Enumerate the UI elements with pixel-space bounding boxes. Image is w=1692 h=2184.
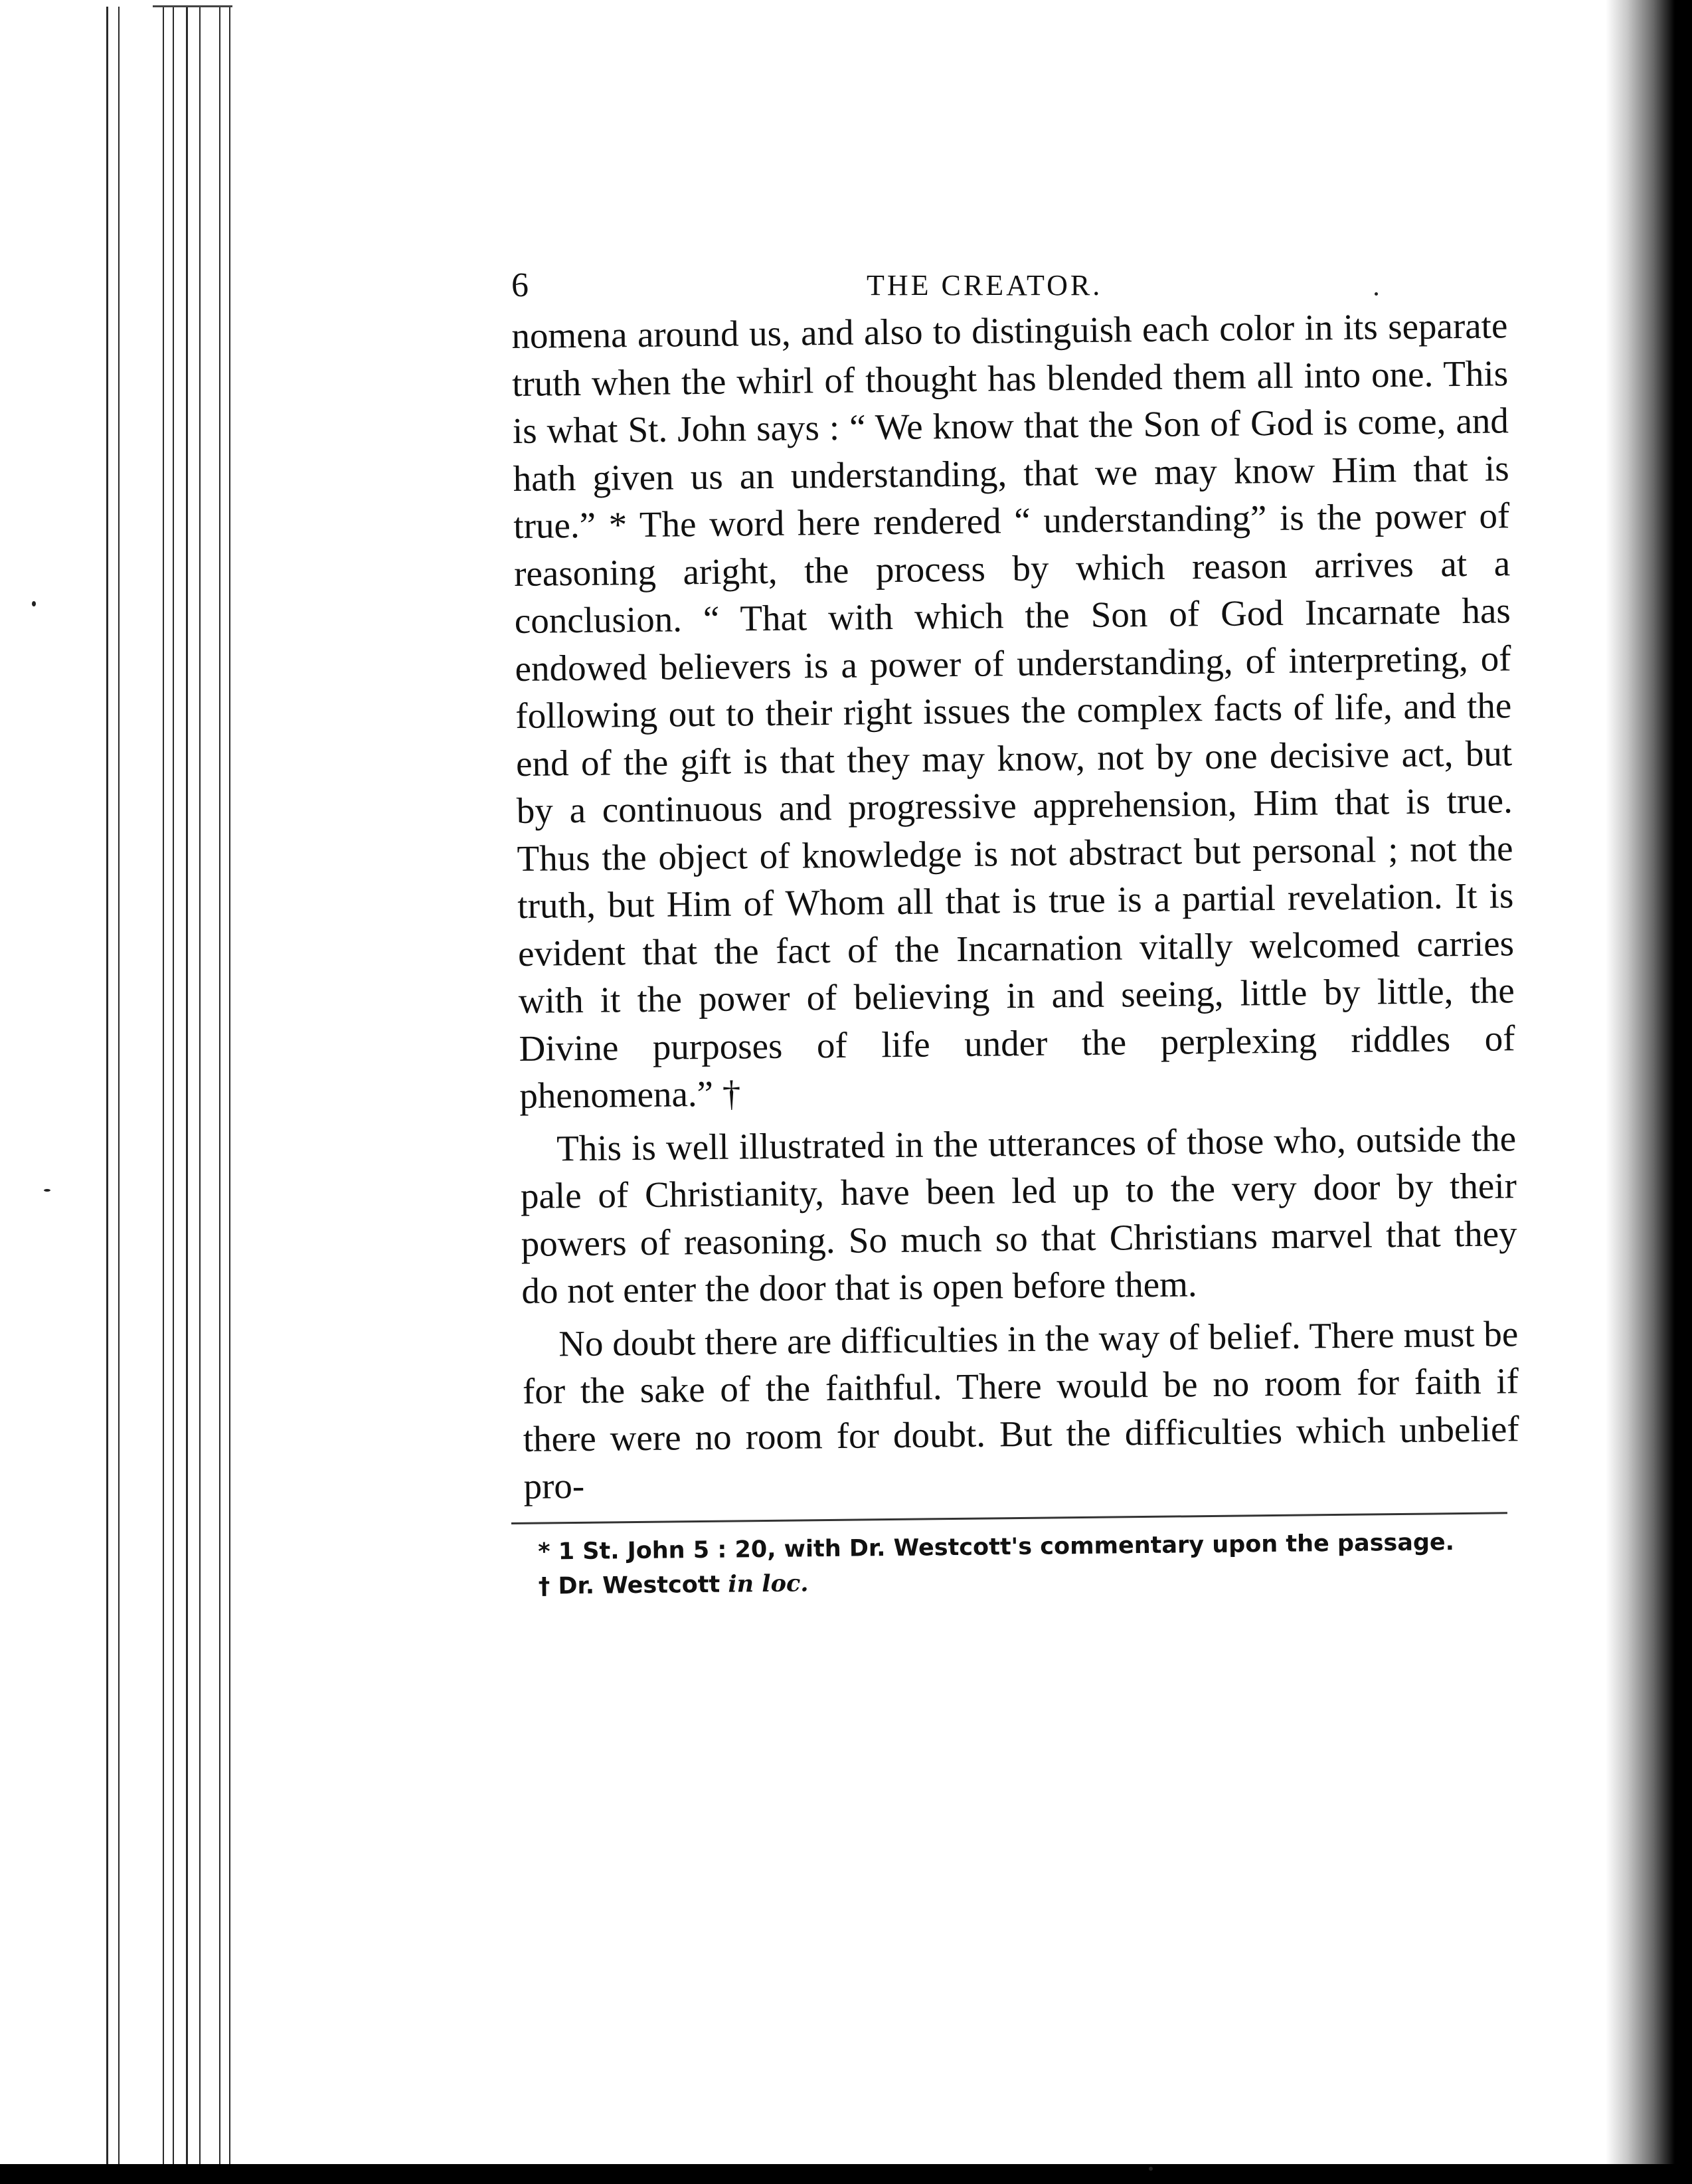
footnote-text: † Dr. Westcott xyxy=(538,1571,720,1600)
book-page xyxy=(511,259,1519,1604)
footnote-divider xyxy=(511,1512,1507,1524)
page-number: 6 xyxy=(511,266,529,304)
page-edge-line xyxy=(118,7,120,2171)
book-page-edges xyxy=(0,0,266,2184)
page-edge-line xyxy=(173,7,174,2171)
paragraph: No doubt there are difficulties in the way of belief. There must be for the sake of the faithful. There would be no room for faith if there were no room for doubt. But the difficulties which unbelief pro- xyxy=(522,1313,1519,1506)
body-text xyxy=(511,302,1520,1510)
page-edge-line xyxy=(219,7,220,2171)
scan-speck xyxy=(1149,2167,1153,2171)
paragraph: This is well illustrated in the utterances of those who, outside the pale of Christianity, have been led up to the very door by their powers of reasoning. So much so that Christians marvel that they do not enter the door that is open before them. xyxy=(520,1117,1517,1311)
page-edge-line xyxy=(186,7,188,2171)
scan-speck xyxy=(44,1189,50,1192)
footnote: * 1 St. John 5 : 20, with Dr. Westcott's commentary upon the passage. xyxy=(538,1528,1455,1566)
page-edge-line xyxy=(229,7,230,2171)
book-spine-shadow xyxy=(1606,0,1692,2184)
scan-corner-mark xyxy=(153,5,232,7)
page-edge-line xyxy=(106,7,108,2171)
chapter-title: THE CREATOR. xyxy=(867,269,1103,302)
scan-bottom-border xyxy=(0,2164,1692,2184)
scan-speck xyxy=(32,601,36,606)
footnote-italic: in loc. xyxy=(728,1569,809,1598)
page-edge-line xyxy=(199,7,201,2171)
page-edge-line xyxy=(163,7,164,2171)
paragraph: nomena around us, and also to distinguish each color in its separate truth when the whirl of thought has blended them all into one. This is what St. John says : “ We know that the Son of God is come, and hath given us an understanding, that we may know Him that is true.” * The word here rendered “ understanding” is the power of reasoning aright, the process by which reason arrives at a conclusion. “ That with which the Son of God Incarnate has endowed believers is a power of understanding, of interpreting, of following out to their right issues the complex facts of life, and the end of the gift is that they may know, not by one decisive act, but by a continuous and progressive apprehension, Him that is true. Thus the object of knowledge is not abstract but personal ; not the truth, but Him of Whom all that is true is a partial revelation. It is evident that the fact of the Incarnation vitally welcomed carries with it the power of believing in and seeing, little by little, the Divine purposes of life under the perplexing riddles of phenomena.” † xyxy=(511,305,1515,1116)
footnotes xyxy=(511,1524,1508,1604)
